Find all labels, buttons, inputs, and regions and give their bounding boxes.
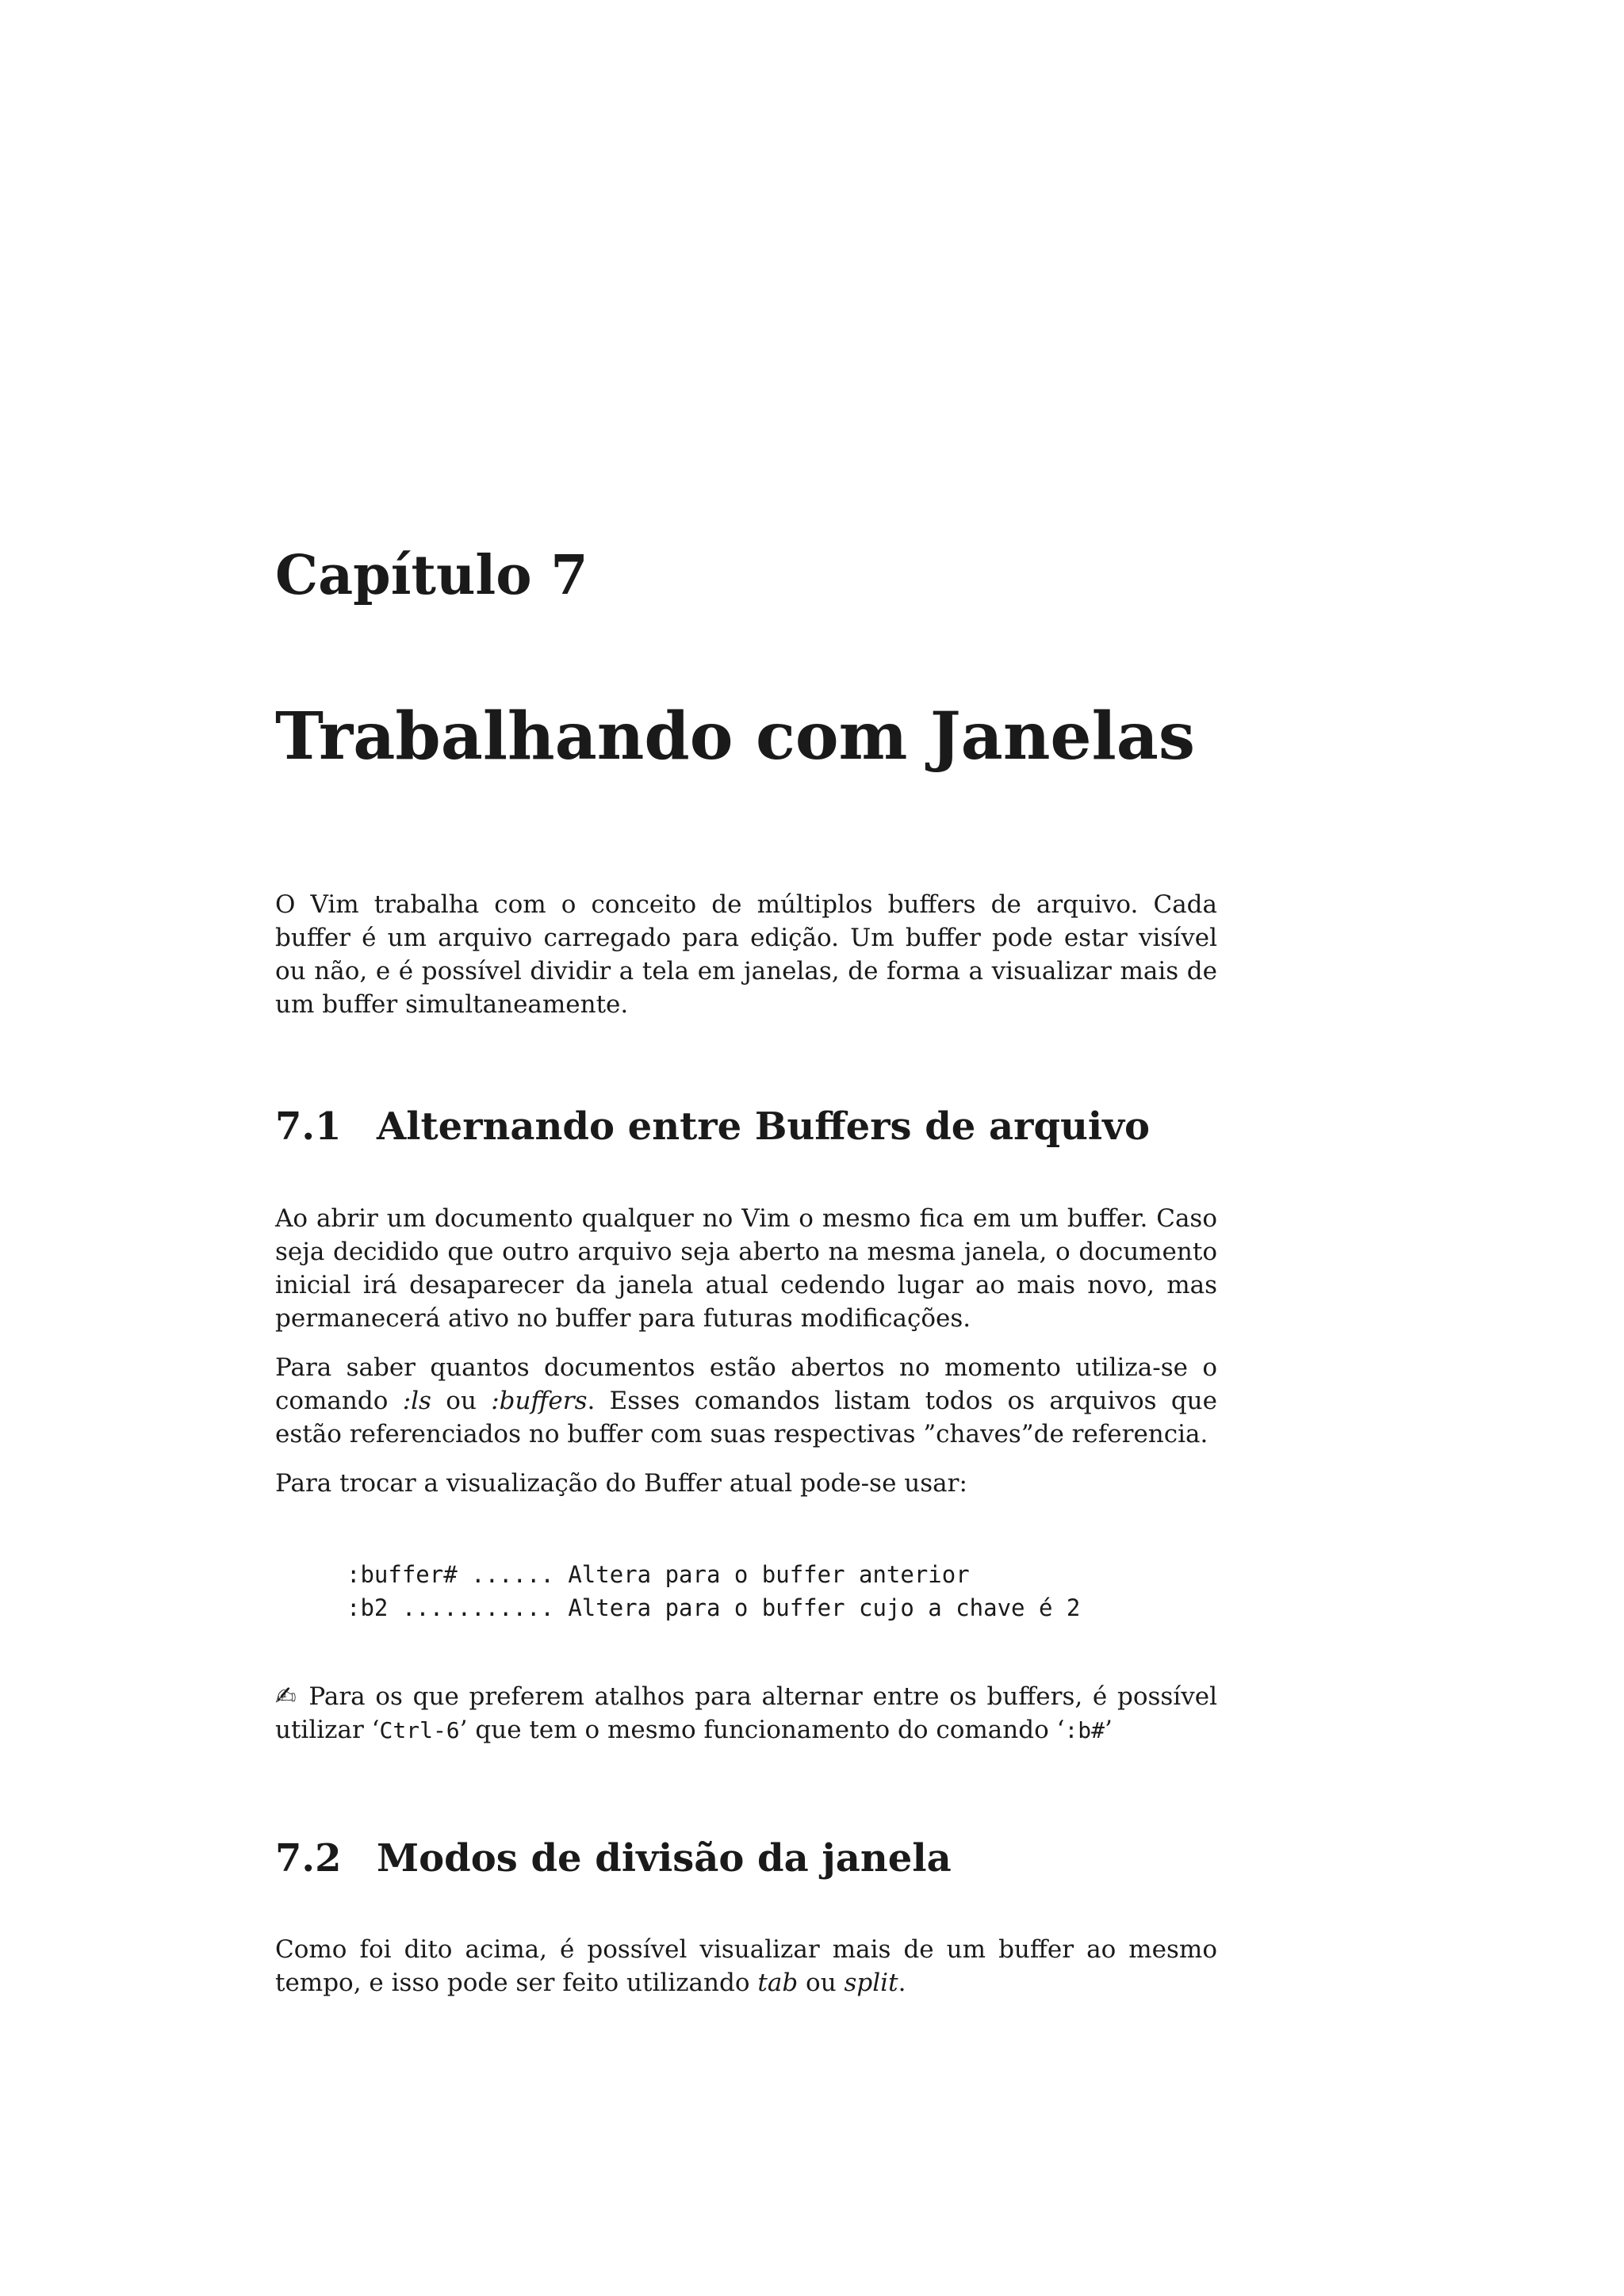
section-number: 7.2 bbox=[275, 1836, 342, 1881]
text-run: ou bbox=[431, 1387, 492, 1415]
buffers-command: :buffers bbox=[491, 1387, 588, 1415]
section-title: Modos de divisão da janela bbox=[377, 1836, 952, 1881]
b-hash-command: :b# bbox=[1064, 1717, 1105, 1743]
section-7-1-paragraph-2 bbox=[275, 1351, 1217, 1451]
text-run: ’ que tem o mesmo funcionamento do comando ‘ bbox=[459, 1716, 1065, 1744]
text-run: ou bbox=[798, 1969, 845, 1997]
section-7-1-paragraph-3: Para trocar a visualização do Buffer atual pode-se usar: bbox=[275, 1469, 967, 1498]
code-line: :buffer# ...... Altera para o buffer anterior bbox=[347, 1561, 970, 1588]
intro-paragraph: O Vim trabalha com o conceito de múltiplos buffers de arquivo. Cada buffer é um arquivo carregado para edição. Um buffer pode estar visível ou não, e é possível dividir a tela em janelas, de forma a visualizar mais de um buffer simultaneamente. bbox=[275, 890, 1217, 1019]
ls-command: :ls bbox=[402, 1387, 431, 1415]
section-number: 7.1 bbox=[275, 1104, 342, 1149]
section-7-2-paragraph-1 bbox=[275, 1933, 1217, 1999]
code-line: :b2 ........... Altera para o buffer cujo a chave é 2 bbox=[347, 1594, 1081, 1621]
ctrl-6-key: Ctrl-6 bbox=[379, 1717, 460, 1743]
tip-note bbox=[275, 1679, 1217, 1747]
section-heading-7-2 bbox=[275, 1836, 952, 1881]
chapter-title: Trabalhando com Janelas bbox=[275, 698, 1196, 775]
section-heading-7-1 bbox=[275, 1104, 1151, 1149]
split-term: split bbox=[844, 1969, 898, 1997]
chapter-label: Capítulo 7 bbox=[275, 544, 588, 607]
text-run: Para saber quantos documentos estão abertos no momento utiliza-se o comando bbox=[275, 1353, 1217, 1415]
text-run: ’ bbox=[1105, 1716, 1113, 1744]
text-run: . bbox=[898, 1969, 906, 1997]
section-7-1-paragraph-1: Ao abrir um documento qualquer no Vim o mesmo fica em um buffer. Caso seja decidido que outro arquivo seja aberto na mesma janela, o documento inicial irá desaparecer da janela atual cedendo lugar ao mais novo, mas permanecerá ativo no buffer para futuras modificações. bbox=[275, 1204, 1217, 1333]
text-run: . Esses comandos listam todos os arquivos que estão referenciados no buffer com suas respectivas ”chaves”de referencia. bbox=[275, 1387, 1217, 1448]
section-title: Alternando entre Buffers de arquivo bbox=[377, 1104, 1151, 1149]
writing-hand-icon: ✍ bbox=[275, 1681, 299, 1711]
tab-term: tab bbox=[757, 1969, 799, 1997]
code-block bbox=[347, 1558, 1080, 1624]
text-run: Para os que preferem atalhos para alternar entre os buffers, é possível utilizar ‘ bbox=[275, 1682, 1217, 1744]
text-run: Como foi dito acima, é possível visualizar mais de um buffer ao mesmo tempo, e isso pode ser feito utilizando bbox=[275, 1935, 1217, 1997]
